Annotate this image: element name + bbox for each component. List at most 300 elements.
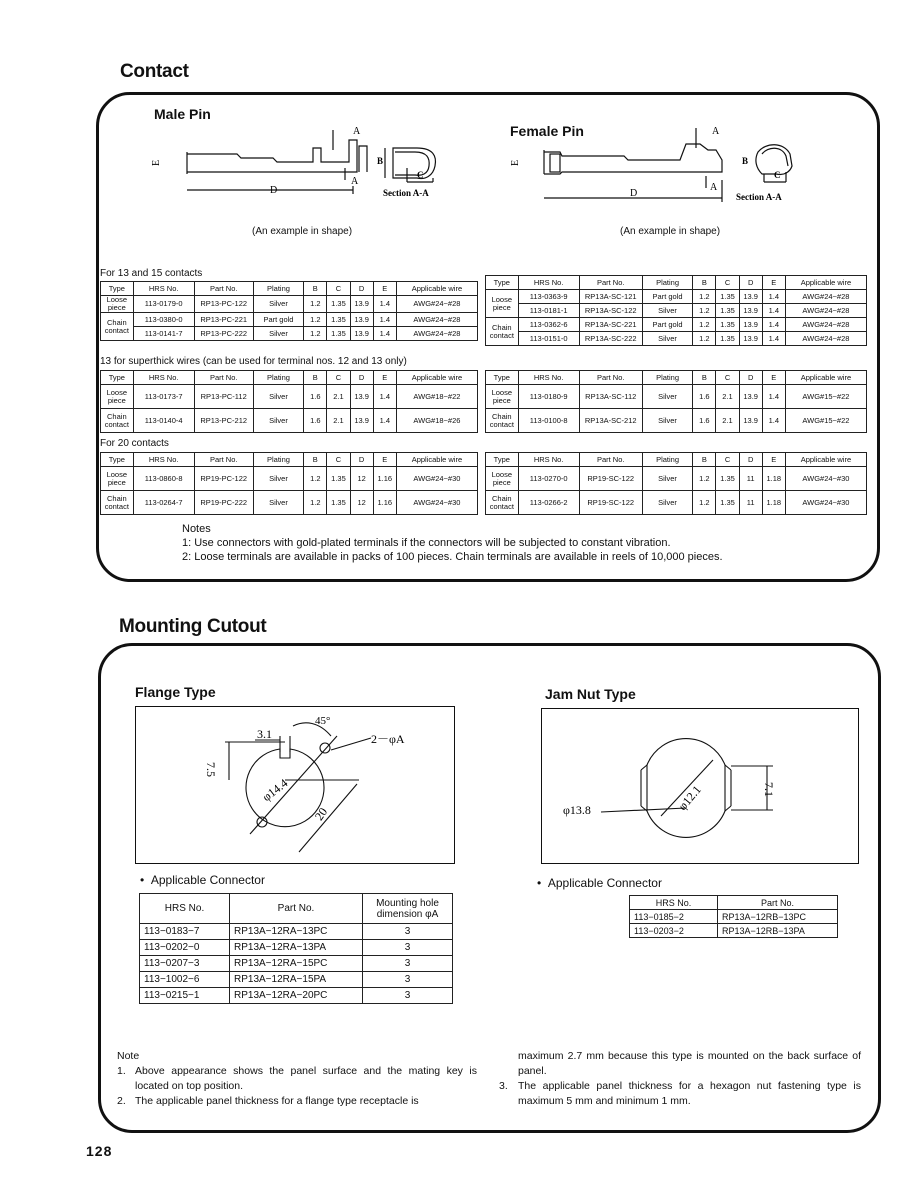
note-text: Above appearance shows the panel surface and the mating key is located on top position. (135, 1065, 477, 1092)
table-cell: 113−0203−2 (630, 924, 718, 938)
table-cell: Part gold (642, 318, 693, 332)
table-cell: 1.35 (716, 304, 739, 318)
header-cell: Type (101, 371, 134, 385)
spec-table-female-13-15 (485, 275, 867, 346)
table-cell: 3 (363, 924, 453, 940)
table-cell: 13.9 (739, 385, 762, 409)
table-cell: 1.2 (304, 327, 327, 341)
table-cell: 1.35 (327, 327, 350, 341)
header-cell: Part No. (194, 453, 253, 467)
table-cell: 113−0183−7 (140, 924, 230, 940)
jamnut-connector-table (629, 895, 838, 938)
table-row (101, 491, 478, 515)
header-cell: Type (486, 276, 519, 290)
table-cell: Loose piece (486, 290, 519, 318)
table-cell: 1.35 (327, 313, 350, 327)
table-cell: 113-0173-7 (133, 385, 194, 409)
header-cell: B (693, 453, 716, 467)
table-cell: RP13A-SC-121 (579, 290, 642, 304)
table-cell: 1.16 (373, 467, 396, 491)
jamnut-connector-title: Applicable Connector (547, 876, 662, 890)
female-pin-title: Female Pin (510, 123, 584, 139)
header-cell: Applicable wire (396, 282, 477, 296)
table-cell: 1.2 (304, 467, 327, 491)
table-cell: Silver (253, 491, 304, 515)
flange-connector-heading (140, 873, 265, 887)
spec-table-male-superthick (100, 370, 478, 433)
table-cell: 2.1 (716, 409, 739, 433)
flange-dim-144: φ14.4 (259, 775, 291, 805)
table-cell: 2.1 (327, 385, 350, 409)
table-cell: 1.4 (762, 290, 785, 304)
table-cell: 1.16 (373, 491, 396, 515)
table-cell: Part gold (642, 290, 693, 304)
table-cell: 1.6 (304, 409, 327, 433)
header-cell: Type (101, 282, 134, 296)
table-header-row (101, 453, 478, 467)
table-cell: Silver (642, 385, 693, 409)
table-header-row (486, 371, 867, 385)
male-dim-b: B (377, 156, 384, 166)
table-cell: 3 (363, 988, 453, 1004)
mounting-note-title: Note (117, 1050, 140, 1062)
table-cell: 1.4 (373, 327, 396, 341)
table-cell: RP19-PC-222 (194, 491, 253, 515)
table-row (486, 290, 867, 304)
table-cell: Chain contact (486, 318, 519, 346)
table-cell: 113-0140-4 (133, 409, 194, 433)
table-cell: Silver (253, 409, 304, 433)
spec-table-female-superthick (485, 370, 867, 433)
header-cell: Type (486, 371, 519, 385)
notes-title: Notes (182, 523, 211, 535)
flange-cutout-drawing (135, 706, 455, 864)
table-cell: 3 (363, 972, 453, 988)
spec-table-female-20 (485, 452, 867, 515)
bullet-icon: • (140, 873, 151, 887)
table-row (101, 467, 478, 491)
table-cell: RP13A−12RA−20PC (230, 988, 363, 1004)
female-dim-a2: A (710, 182, 718, 193)
male-dim-a2: A (351, 176, 359, 187)
header-cell: Part No. (579, 276, 642, 290)
male-pin-caption: (An example in shape) (252, 226, 353, 237)
header-cell: HRS No. (518, 371, 579, 385)
table-cell: 13.9 (350, 327, 373, 341)
header-cell: C (327, 282, 350, 296)
table-cell: 1.2 (693, 304, 716, 318)
table-cell: RP13A−12RA−13PC (230, 924, 363, 940)
header-cell: Applicable wire (396, 453, 477, 467)
table-cell: Silver (253, 385, 304, 409)
table-cell: RP13A−12RA−13PA (230, 940, 363, 956)
table-cell: 1.2 (304, 491, 327, 515)
table-row (140, 956, 453, 972)
header-cell: E (373, 282, 396, 296)
table-cell: 13.9 (350, 385, 373, 409)
note-item: 2: Loose terminals are available in packs of 100 pieces. Chain terminals are available in reels of 10,000 pieces. (182, 551, 723, 563)
table-cell: Chain contact (101, 491, 134, 515)
table-cell: Chain contact (101, 313, 134, 341)
male-dim-d: D (270, 185, 278, 196)
header-cell: Part No. (194, 371, 253, 385)
table-cell: 13.9 (739, 304, 762, 318)
table-cell: RP19-SC-122 (579, 491, 642, 515)
table-cell: 2.1 (716, 385, 739, 409)
header-cell: Plating (253, 453, 304, 467)
table-cell: 1.35 (327, 467, 350, 491)
header-cell: HRS No. (518, 276, 579, 290)
table-cell: 1.2 (304, 313, 327, 327)
header-cell: D (350, 371, 373, 385)
female-dim-a: A (712, 126, 720, 137)
header-cell: HRS No. (133, 453, 194, 467)
spec-table-male-13-15 (100, 281, 478, 341)
flange-dim-20: 20 (311, 805, 331, 823)
table-cell: AWG#15~#22 (785, 385, 866, 409)
header-cell: Applicable wire (785, 371, 866, 385)
table-cell: 13.9 (739, 290, 762, 304)
table-cell: 113−0185−2 (630, 910, 718, 924)
table-cell: 1.4 (373, 409, 396, 433)
jamnut-title: Jam Nut Type (545, 686, 636, 702)
contact-notes (182, 522, 723, 564)
table-cell: RP13A−12RB−13PC (718, 910, 838, 924)
table-cell: RP13-PC-221 (194, 313, 253, 327)
note-number: 1. (117, 1065, 126, 1077)
table-cell: 13.9 (739, 332, 762, 346)
male-dim-a: A (353, 126, 361, 137)
header-cell: HRS No. (133, 282, 194, 296)
header-cell: D (739, 371, 762, 385)
jamnut-cutout-drawing (541, 708, 859, 864)
table-cell: RP13-PC-212 (194, 409, 253, 433)
group2-label: 13 for superthick wires (can be used for terminal nos. 12 and 13 only) (100, 356, 407, 367)
table-cell: Loose piece (101, 467, 134, 491)
table-cell: Loose piece (486, 467, 519, 491)
table-cell: 113-0181-1 (518, 304, 579, 318)
header-cell: Plating (253, 282, 304, 296)
table-cell: 3 (363, 940, 453, 956)
table-cell: 1.35 (716, 491, 739, 515)
header-cell: Applicable wire (785, 453, 866, 467)
table-cell: 1.6 (693, 385, 716, 409)
header-cell: Part No. (230, 894, 363, 924)
header-cell: Part No. (718, 896, 838, 910)
table-row (140, 940, 453, 956)
header-cell: Type (486, 453, 519, 467)
note-text: The applicable panel thickness for a hexagon nut fastening type is maximum 5 mm and minimum 1 mm. (518, 1080, 861, 1107)
table-cell: 13.9 (739, 409, 762, 433)
table-cell: RP19-PC-122 (194, 467, 253, 491)
table-cell: 3 (363, 956, 453, 972)
table-cell: RP13A-SC-222 (579, 332, 642, 346)
header-cell: C (716, 453, 739, 467)
table-row (486, 385, 867, 409)
table-cell: 1.4 (762, 409, 785, 433)
table-cell: 1.6 (304, 385, 327, 409)
table-cell: 1.35 (327, 491, 350, 515)
female-section-label: Section A-A (736, 192, 782, 202)
male-pin-title: Male Pin (154, 106, 211, 122)
table-cell: AWG#24~#28 (785, 290, 866, 304)
jamnut-dim-121: φ12.1 (675, 782, 704, 814)
table-cell: Silver (642, 304, 693, 318)
note-number: 2. (117, 1095, 126, 1107)
header-cell: Part No. (194, 282, 253, 296)
header-cell: HRS No. (518, 453, 579, 467)
table-cell: Chain contact (486, 409, 519, 433)
flange-dim-31: 3.1 (257, 727, 272, 741)
flange-dim-phia: 2－φA (371, 732, 405, 746)
table-cell: 1.4 (762, 318, 785, 332)
header-cell: HRS No. (133, 371, 194, 385)
table-row (486, 318, 867, 332)
table-header-row (101, 371, 478, 385)
mounting-note-item (117, 1064, 477, 1094)
table-row (486, 332, 867, 346)
table-cell: 113-0151-0 (518, 332, 579, 346)
table-cell: 1.2 (693, 290, 716, 304)
table-header-row (630, 896, 838, 910)
header-cell: Mounting hole dimension φA (363, 894, 453, 924)
male-dim-c: C (417, 170, 424, 180)
mounting-notes-right (499, 1049, 861, 1109)
table-cell: 1.35 (716, 332, 739, 346)
header-cell: C (716, 371, 739, 385)
table-row (486, 467, 867, 491)
table-cell: Silver (642, 491, 693, 515)
table-cell: Chain contact (486, 491, 519, 515)
table-cell: RP13A-SC-122 (579, 304, 642, 318)
table-cell: Silver (642, 467, 693, 491)
table-row (101, 296, 478, 313)
header-cell: E (762, 453, 785, 467)
table-cell: 1.2 (693, 332, 716, 346)
header-cell: B (693, 276, 716, 290)
table-cell: AWG#24~#28 (396, 296, 477, 313)
table-header-row (486, 276, 867, 290)
table-cell: 13.9 (739, 318, 762, 332)
table-cell: Silver (642, 332, 693, 346)
female-dim-c: C (774, 170, 781, 180)
header-cell: Applicable wire (396, 371, 477, 385)
table-cell: 113-0180-9 (518, 385, 579, 409)
table-cell: AWG#24~#30 (396, 467, 477, 491)
header-cell: B (304, 453, 327, 467)
table-cell: 113−0207−3 (140, 956, 230, 972)
table-row (101, 385, 478, 409)
table-cell: AWG#24~#28 (396, 313, 477, 327)
header-cell: Type (101, 453, 134, 467)
table-cell: RP13A-SC-221 (579, 318, 642, 332)
table-row (140, 988, 453, 1004)
flange-connector-title: Applicable Connector (150, 873, 265, 887)
note-continuation: maximum 2.7 mm because this type is mounted on the back surface of panel. (518, 1050, 861, 1077)
table-row (101, 327, 478, 341)
table-cell: Silver (253, 296, 304, 313)
contact-title: Contact (120, 61, 189, 82)
table-cell: AWG#24~#28 (396, 327, 477, 341)
flange-dim-75: 7.5 (204, 762, 218, 777)
table-cell: 113-0860-8 (133, 467, 194, 491)
table-cell: RP13-PC-122 (194, 296, 253, 313)
mounting-note-item (499, 1079, 861, 1109)
table-cell: RP13A−12RA−15PA (230, 972, 363, 988)
table-cell: Part gold (253, 313, 304, 327)
male-pin-drawing (145, 120, 465, 205)
table-cell: AWG#24~#28 (785, 304, 866, 318)
table-cell: Silver (253, 327, 304, 341)
header-cell: B (304, 282, 327, 296)
table-cell: 1.35 (716, 467, 739, 491)
header-cell: E (373, 371, 396, 385)
table-cell: 12 (350, 467, 373, 491)
table-cell: RP13A−12RA−15PC (230, 956, 363, 972)
table-cell: AWG#18~#22 (396, 385, 477, 409)
mounting-title: Mounting Cutout (119, 616, 267, 637)
header-cell: C (327, 453, 350, 467)
table-header-row (101, 282, 478, 296)
table-cell: 1.18 (762, 467, 785, 491)
table-cell: AWG#24~#28 (785, 332, 866, 346)
table-cell: 113−0215−1 (140, 988, 230, 1004)
header-cell: HRS No. (140, 894, 230, 924)
table-cell: 1.6 (693, 409, 716, 433)
female-pin-caption: (An example in shape) (620, 226, 721, 237)
table-cell: AWG#24~#30 (785, 467, 866, 491)
table-header-row (140, 894, 453, 924)
note-text: The applicable panel thickness for a flange type receptacle is (135, 1095, 419, 1107)
table-cell: 1.4 (762, 332, 785, 346)
table-cell: 113-0264-7 (133, 491, 194, 515)
header-cell: HRS No. (630, 896, 718, 910)
table-cell: RP13A−12RB−13PA (718, 924, 838, 938)
group1-label: For 13 and 15 contacts (100, 268, 203, 279)
table-row (101, 409, 478, 433)
table-cell: 1.2 (693, 318, 716, 332)
table-cell: 1.35 (327, 296, 350, 313)
table-cell: AWG#15~#22 (785, 409, 866, 433)
note-number: 3. (499, 1080, 508, 1092)
table-header-row (486, 453, 867, 467)
header-cell: C (716, 276, 739, 290)
header-cell: D (739, 276, 762, 290)
spec-table-male-20 (100, 452, 478, 515)
table-cell: 1.2 (304, 296, 327, 313)
table-cell: 13.9 (350, 313, 373, 327)
table-cell: 1.35 (716, 318, 739, 332)
table-cell: 113-0179-0 (133, 296, 194, 313)
table-cell: Chain contact (101, 409, 134, 433)
table-cell: 1.4 (762, 385, 785, 409)
header-cell: B (304, 371, 327, 385)
table-cell: RP19-SC-122 (579, 467, 642, 491)
table-row (630, 924, 838, 938)
table-cell: AWG#24~#30 (396, 491, 477, 515)
table-cell: 113-0362-6 (518, 318, 579, 332)
table-cell: 11 (739, 467, 762, 491)
table-cell: 1.2 (693, 491, 716, 515)
flange-dim-45: 45° (315, 715, 331, 727)
table-cell: 113-0380-0 (133, 313, 194, 327)
header-cell: D (739, 453, 762, 467)
table-row (140, 924, 453, 940)
jamnut-dim-71: 7.1 (762, 782, 776, 797)
mounting-notes-left (117, 1049, 477, 1109)
table-row (101, 313, 478, 327)
table-cell: 1.4 (373, 385, 396, 409)
table-cell: 12 (350, 491, 373, 515)
header-cell: Plating (253, 371, 304, 385)
table-cell: 1.4 (373, 296, 396, 313)
flange-title: Flange Type (135, 684, 216, 700)
table-cell: 113-0266-2 (518, 491, 579, 515)
mounting-note-item (117, 1094, 477, 1109)
female-dim-d: D (630, 188, 638, 199)
table-cell: 113-0363-9 (518, 290, 579, 304)
table-cell: RP13A-SC-112 (579, 385, 642, 409)
table-row (486, 491, 867, 515)
jamnut-connector-heading (537, 876, 662, 890)
header-cell: E (762, 276, 785, 290)
table-cell: 113−1002−6 (140, 972, 230, 988)
table-cell: AWG#24~#30 (785, 491, 866, 515)
header-cell: E (762, 371, 785, 385)
jamnut-dim-138: φ13.8 (563, 803, 591, 817)
table-cell: 113-0141-7 (133, 327, 194, 341)
table-cell: RP13A-SC-212 (579, 409, 642, 433)
table-row (486, 304, 867, 318)
male-dim-e: E (151, 159, 162, 166)
header-cell: Part No. (579, 371, 642, 385)
header-cell: Plating (642, 371, 693, 385)
female-dim-b: B (742, 156, 749, 166)
male-section-label: Section A-A (383, 188, 429, 198)
table-cell: AWG#24~#28 (785, 318, 866, 332)
table-cell: 113−0202−0 (140, 940, 230, 956)
table-cell: 1.2 (693, 467, 716, 491)
table-cell: Loose piece (101, 296, 134, 313)
table-cell: AWG#18~#26 (396, 409, 477, 433)
header-cell: D (350, 453, 373, 467)
table-row (140, 972, 453, 988)
header-cell: Applicable wire (785, 276, 866, 290)
bullet-icon: • (537, 876, 548, 890)
flange-connector-table (139, 893, 453, 1004)
group3-label: For 20 contacts (100, 438, 169, 449)
table-cell: 13.9 (350, 409, 373, 433)
table-cell: 1.4 (762, 304, 785, 318)
table-cell: Silver (253, 467, 304, 491)
header-cell: B (693, 371, 716, 385)
table-row (630, 910, 838, 924)
table-cell: 1.35 (716, 290, 739, 304)
header-cell: Plating (642, 453, 693, 467)
female-pin-drawing (500, 120, 820, 205)
header-cell: Part No. (579, 453, 642, 467)
table-cell: Loose piece (486, 385, 519, 409)
table-cell: 2.1 (327, 409, 350, 433)
note-item: 1: Use connectors with gold-plated terminals if the connectors will be subjected to constant vibration. (182, 537, 671, 549)
table-cell: 113-0270-0 (518, 467, 579, 491)
table-cell: 1.18 (762, 491, 785, 515)
page-number: 128 (86, 1143, 113, 1159)
header-cell: E (373, 453, 396, 467)
table-row (486, 409, 867, 433)
table-cell: RP13-PC-222 (194, 327, 253, 341)
header-cell: Plating (642, 276, 693, 290)
